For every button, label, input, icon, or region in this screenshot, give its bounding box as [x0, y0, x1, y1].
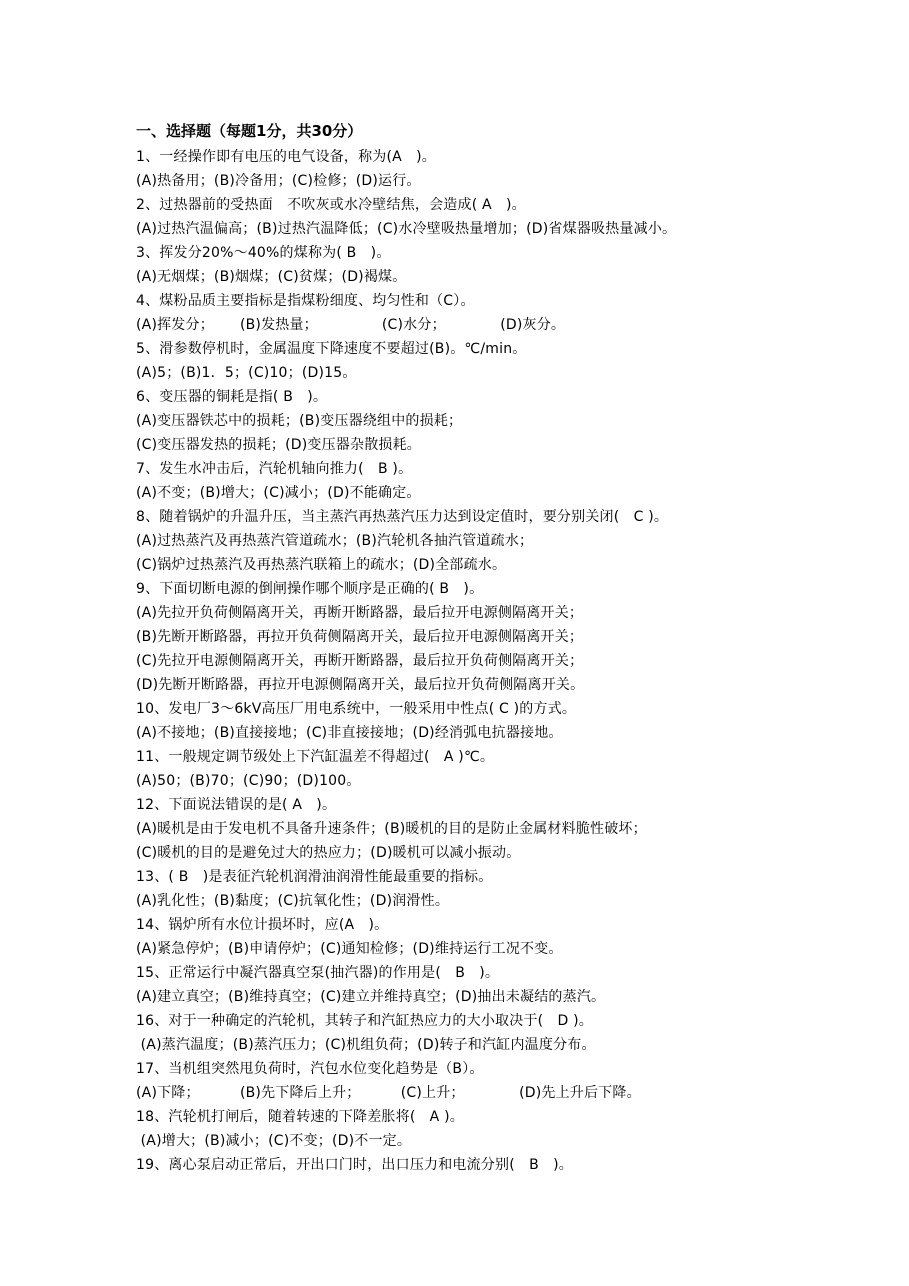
- text-line: 16、对于一种确定的汽轮机，其转子和汽缸热应力的大小取决于( D )。: [136, 1013, 593, 1029]
- text-line: 7、发生水冲击后，汽轮机轴向推力( B )。: [136, 461, 413, 477]
- text-line: (B)先断开断路器，再拉开负荷侧隔离开关，最后拉开电源侧隔离开关；: [136, 629, 584, 645]
- text-line: 14、锅炉所有水位计损坏时，应(A )。: [136, 917, 389, 933]
- text-line: 11、一般规定调节级处上下汽缸温差不得超过( A )℃。: [136, 749, 495, 765]
- text-line: (C)先拉开电源侧隔离开关，再断开断路器，最后拉开负荷侧隔离开关；: [136, 653, 584, 669]
- text-line: 10、发电厂3～6kV高压厂用电系统中，一般采用中性点( C )的方式。: [136, 701, 577, 717]
- text-line: (A)暖机是由于发电机不具备升速条件；(B)暖机的目的是防止金属材料脆性破坏；: [136, 821, 647, 837]
- text-line: (A)紧急停炉；(B)申请停炉；(C)通知检修；(D)维持运行工况不变。: [136, 941, 563, 957]
- text-line: 6、变压器的铜耗是指( B )。: [136, 389, 328, 405]
- text-line: 4、煤粉品质主要指标是指煤粉细度、均匀性和（C）。: [136, 293, 475, 309]
- text-line: 18、汽轮机打闸后，随着转速的下降差胀将( A )。: [136, 1109, 464, 1125]
- question-lines: [136, 145, 876, 1177]
- text-line: (A)无烟煤；(B)烟煤；(C)贫煤；(D)褐煤。: [136, 269, 407, 285]
- text-line: 3、挥发分20%～40%的煤称为( B )。: [136, 245, 391, 261]
- text-line: 13、( B )是表征汽轮机润滑油润滑性能最重要的指标。: [136, 869, 493, 885]
- text-line: (A)挥发分； (B)发热量； (C)水分； (D)灰分。: [136, 317, 566, 333]
- section-heading: 一、选择题（每题1分，共30分）: [136, 122, 363, 140]
- text-line: (A)不接地；(B)直接接地；(C)非直接接地；(D)经消弧电抗器接地。: [136, 725, 563, 741]
- text-line: 1、一经操作即有电压的电气设备，称为(A )。: [136, 149, 437, 165]
- text-line: (A)过热蒸汽及再热蒸汽管道疏水；(B)汽轮机各抽汽管道疏水；: [136, 533, 534, 549]
- text-line: 15、正常运行中凝汽器真空泵(抽汽器)的作用是( B )。: [136, 965, 500, 981]
- text-line: (A)50；(B)70；(C)90；(D)100。: [136, 773, 361, 789]
- text-line: (A)建立真空；(B)维持真空；(C)建立并维持真空；(D)抽出未凝结的蒸汽。: [136, 989, 606, 1005]
- text-line: (A)过热汽温偏高；(B)过热汽温降低；(C)水冷壁吸热量增加；(D)省煤器吸热量减小。: [136, 221, 677, 237]
- question-section: [136, 121, 876, 1177]
- text-line: 8、随着锅炉的升温升压，当主蒸汽再热蒸汽压力达到设定值时，要分别关闭( C )。: [136, 509, 669, 525]
- text-line: 12、下面说法错误的是( A )。: [136, 797, 337, 813]
- text-line: (D)先断开断路器，再拉开电源侧隔离开关，最后拉开负荷侧隔离开关。: [136, 677, 585, 693]
- text-line: (A)不变；(B)增大；(C)减小；(D)不能确定。: [136, 485, 421, 501]
- text-line: (A)增大；(B)减小；(C)不变；(D)不一定。: [136, 1133, 412, 1149]
- text-line: 17、当机组突然甩负荷时，汽包水位变化趋势是（B）。: [136, 1061, 484, 1077]
- text-line: (C)暖机的目的是避免过大的热应力；(D)暖机可以减小振动。: [136, 845, 521, 861]
- text-line: 2、过热器前的受热面 不吹灰或水冷壁结焦，会造成( A )。: [136, 197, 526, 213]
- text-line: (C)变压器发热的损耗；(D)变压器杂散损耗。: [136, 437, 422, 453]
- text-line: 9、下面切断电源的倒闸操作哪个顺序是正确的( B )。: [136, 581, 484, 597]
- text-line: (A)先拉开负荷侧隔离开关，再断开断路器，最后拉开电源侧隔离开关；: [136, 605, 584, 621]
- text-line: (A)蒸汽温度；(B)蒸汽压力；(C)机组负荷；(D)转子和汽缸内温度分布。: [136, 1037, 596, 1053]
- text-line: (C)锅炉过热蒸汽及再热蒸汽联箱上的疏水；(D)全部疏水。: [136, 557, 507, 573]
- text-line: 5、滑参数停机时，金属温度下降速度不要超过(B)。℃/min。: [136, 341, 527, 357]
- text-line: (A)5；(B)1．5；(C)10；(D)15。: [136, 365, 357, 381]
- text-line: (A)热备用；(B)冷备用；(C)检修；(D)运行。: [136, 173, 421, 189]
- text-line: (A)乳化性；(B)黏度；(C)抗氧化性；(D)润滑性。: [136, 893, 450, 909]
- text-line: (A)下降； (B)先下降后上升； (C)上升； (D)先上升后下降。: [136, 1085, 641, 1101]
- text-line: (A)变压器铁芯中的损耗；(B)变压器绕组中的损耗；: [136, 413, 463, 429]
- text-line: 19、离心泵启动正常后，开出口门时，出口压力和电流分别( B )。: [136, 1157, 573, 1173]
